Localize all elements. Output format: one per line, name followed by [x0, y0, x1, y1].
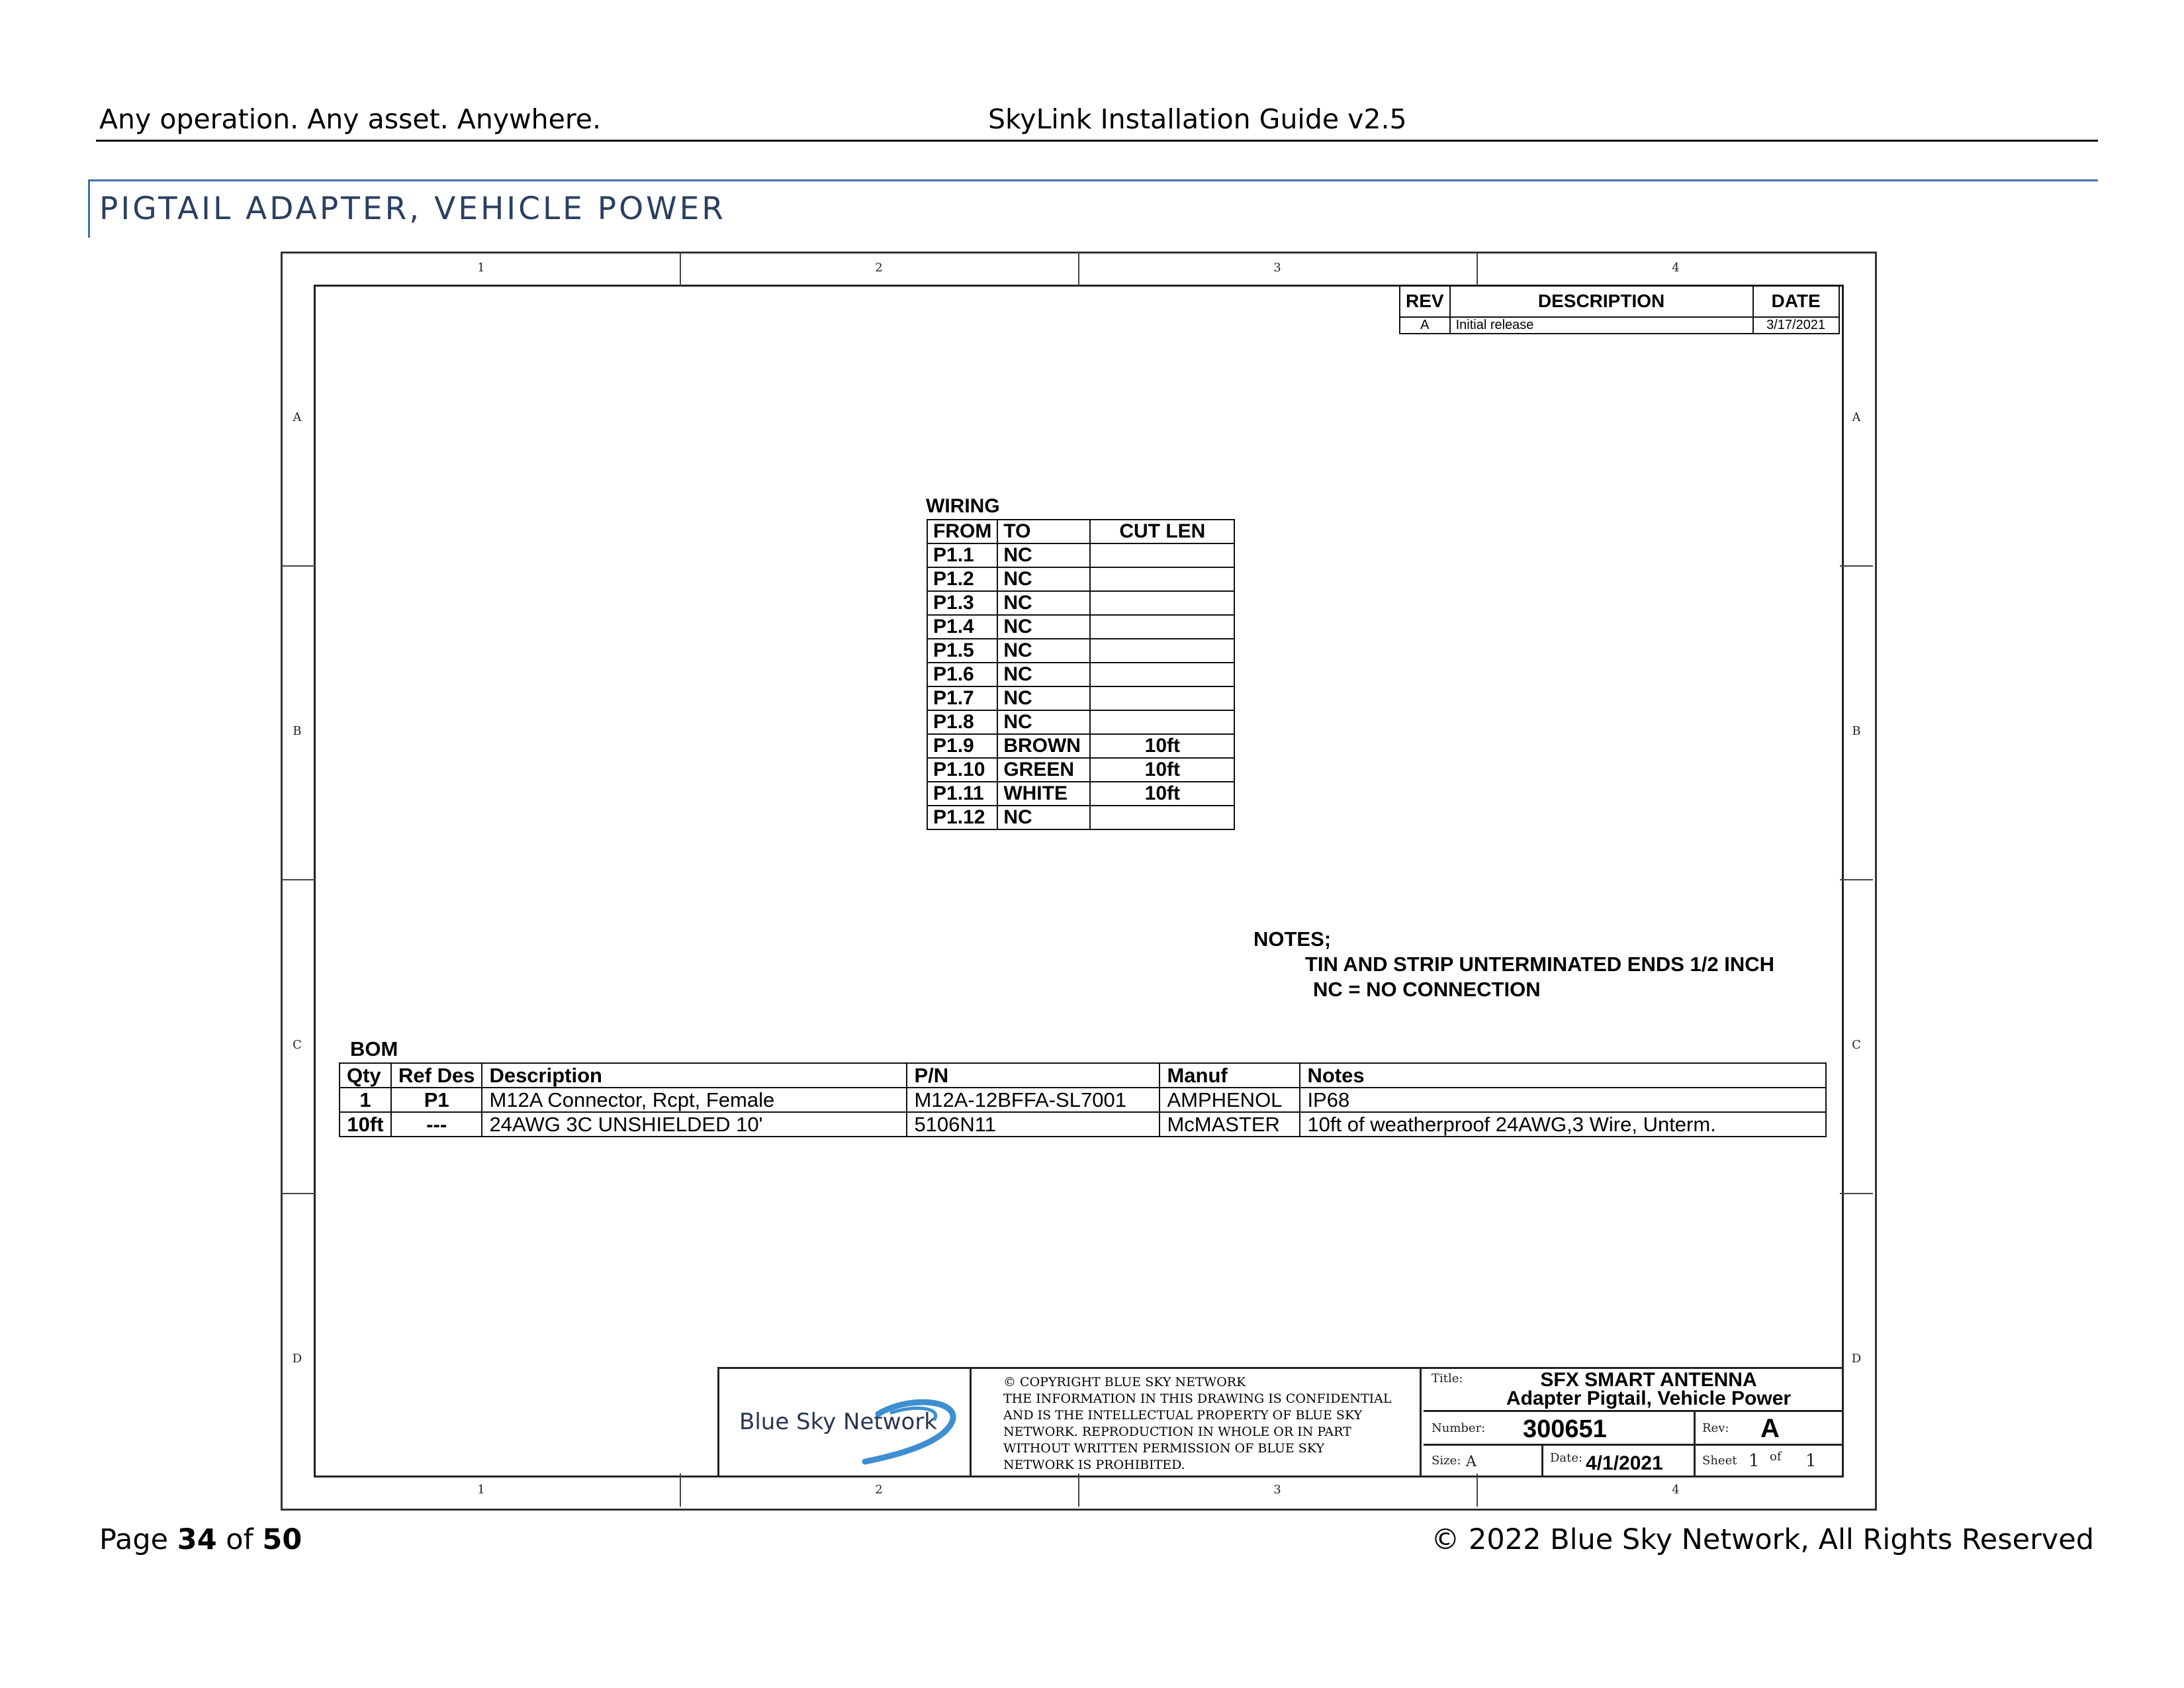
zone-row-label: D [292, 1352, 302, 1366]
zone-row-label: C [1852, 1038, 1861, 1052]
copyright-line: AND IS THE INTELLECTUAL PROPERTY OF BLUE SKY [1003, 1408, 1363, 1423]
bom-header: Qty [340, 1063, 391, 1088]
zone-row-label: B [1852, 724, 1861, 738]
wiring-cell: 10ft [1090, 758, 1234, 782]
drawing-rev: A [1760, 1414, 1780, 1443]
zone-col-label: 4 [1672, 261, 1680, 275]
notes-title: NOTES; [1253, 927, 1332, 951]
wiring-header-to: TO [997, 520, 1090, 543]
zone-divider [1078, 1474, 1079, 1507]
wiring-cell: P1.1 [927, 543, 997, 567]
footer-copyright: © 2022 Blue Sky Network, All Rights Reserved [1431, 1523, 2094, 1556]
page-current: 34 [177, 1523, 217, 1556]
table-row [927, 710, 1234, 734]
logo-swoosh-icon [852, 1387, 964, 1467]
zone-row-label: A [293, 410, 302, 424]
bom-header: P/N [907, 1063, 1160, 1088]
zone-col-label: 1 [477, 1483, 485, 1497]
bom-cell: 24AWG 3C UNSHIELDED 10' [482, 1112, 907, 1137]
wiring-cell: BROWN [997, 734, 1090, 758]
wiring-cell: P1.7 [927, 686, 997, 710]
zone-col-label: 3 [1273, 1483, 1281, 1497]
table-row [927, 734, 1234, 758]
copyright-notice [972, 1369, 1422, 1476]
zone-col-label: 4 [1672, 1483, 1680, 1497]
drawing-title-line1: SFX SMART ANTENNA [1540, 1369, 1757, 1391]
table-header-row [340, 1063, 1826, 1088]
zone-divider [1840, 1193, 1873, 1194]
bom-header: Description [482, 1063, 907, 1088]
wiring-cell: P1.12 [927, 806, 997, 829]
zone-row-label: B [293, 724, 302, 738]
bom-table [339, 1062, 1827, 1137]
wiring-cell: P1.9 [927, 734, 997, 758]
wiring-cell: NC [997, 591, 1090, 615]
copyright-line: WITHOUT WRITTEN PERMISSION OF BLUE SKY [1003, 1441, 1325, 1456]
notes-line: NC = NO CONNECTION [1313, 978, 1541, 1001]
wiring-cell [1090, 615, 1234, 639]
rev-field [1696, 1412, 1842, 1446]
zone-row-label: C [293, 1038, 302, 1052]
wiring-cell [1090, 686, 1234, 710]
notes-line: TIN AND STRIP UNTERMINATED ENDS 1/2 INCH [1305, 953, 1775, 976]
zone-divider [680, 253, 681, 286]
drawing-size: A [1466, 1454, 1477, 1470]
wiring-cell [1090, 543, 1234, 567]
zone-divider [680, 1474, 681, 1507]
section-title: PIGTAIL ADAPTER, VEHICLE POWER [99, 191, 726, 227]
wiring-cell [1090, 639, 1234, 663]
copyright-line: NETWORK IS PROHIBITED. [1003, 1458, 1185, 1472]
header-divider [96, 140, 2098, 142]
bom-cell: M12A-12BFFA-SL7001 [907, 1088, 1160, 1112]
wiring-cell: P1.11 [927, 782, 997, 806]
wiring-cell: P1.3 [927, 591, 997, 615]
zone-divider [1078, 253, 1079, 286]
zone-row-label: D [1851, 1352, 1862, 1366]
copyright-line: © COPYRIGHT BLUE SKY NETWORK [1003, 1375, 1246, 1389]
wiring-cell: 10ft [1090, 734, 1234, 758]
drawing-date: 4/1/2021 [1586, 1452, 1663, 1474]
wiring-cell [1090, 710, 1234, 734]
drawing-number: 300651 [1523, 1415, 1607, 1443]
bom-cell: 5106N11 [907, 1112, 1160, 1137]
table-row [927, 591, 1234, 615]
zone-divider [1840, 565, 1873, 567]
drawing-notes [1253, 927, 1774, 1002]
zone-col-label: 1 [477, 261, 485, 275]
table-row [1400, 317, 1839, 334]
wiring-cell: NC [997, 567, 1090, 591]
wiring-cell: NC [997, 663, 1090, 686]
bom-cell: 10ft [340, 1112, 391, 1137]
wiring-cell [1090, 567, 1234, 591]
sheet-label: Sheet [1702, 1454, 1737, 1468]
bom-cell: IP68 [1300, 1088, 1826, 1112]
table-row [340, 1088, 1826, 1112]
header-tagline: Any operation. Any asset. Anywhere. [99, 103, 602, 135]
wiring-cell: NC [997, 686, 1090, 710]
title-block-fields [1424, 1369, 1842, 1476]
zone-divider [282, 565, 315, 567]
rev-label: Rev: [1702, 1421, 1729, 1435]
zone-col-label: 2 [875, 1483, 883, 1497]
sheet-total: 1 [1805, 1451, 1817, 1471]
rev-header-rev: REV [1400, 285, 1450, 317]
title-field [1424, 1369, 1842, 1412]
wiring-cell: WHITE [997, 782, 1090, 806]
zone-col-label: 3 [1273, 261, 1281, 275]
date-label: Date: [1550, 1451, 1583, 1465]
zone-divider [1840, 879, 1873, 880]
number-field [1424, 1412, 1696, 1446]
wiring-table [927, 519, 1235, 830]
wiring-cell: NC [997, 710, 1090, 734]
copyright-line: THE INFORMATION IN THIS DRAWING IS CONFIDENTIAL [1003, 1391, 1392, 1406]
rev-cell: 3/17/2021 [1753, 317, 1839, 334]
table-row [927, 758, 1234, 782]
table-row [340, 1112, 1826, 1137]
copyright-line: NETWORK. REPRODUCTION IN WHOLE OR IN PART [1003, 1425, 1351, 1439]
rev-header-date: DATE [1753, 285, 1839, 317]
wiring-title: WIRING [926, 495, 1000, 517]
number-label: Number: [1432, 1421, 1486, 1435]
engineering-drawing [281, 252, 1876, 1509]
drawing-title-line2: Adapter Pigtail, Vehicle Power [1506, 1387, 1792, 1409]
revision-table [1399, 285, 1840, 334]
page-prefix: Page [99, 1523, 169, 1556]
bom-cell: --- [391, 1112, 482, 1137]
rev-cell: A [1400, 317, 1450, 334]
table-row [927, 639, 1234, 663]
bom-cell: M12A Connector, Rcpt, Female [482, 1088, 907, 1112]
drawing-inner-frame [314, 285, 1844, 1477]
title-block [717, 1367, 1842, 1476]
wiring-cell [1090, 663, 1234, 686]
table-row [927, 782, 1234, 806]
page-total: 50 [262, 1523, 302, 1556]
wiring-cell: P1.8 [927, 710, 997, 734]
sheet-number: 1 [1749, 1451, 1760, 1471]
wiring-cell [1090, 806, 1234, 829]
wiring-cell: P1.2 [927, 567, 997, 591]
wiring-cell: P1.4 [927, 615, 997, 639]
bom-header: Notes [1300, 1063, 1826, 1088]
page-number [99, 1519, 302, 1560]
rev-cell: Initial release [1450, 317, 1753, 334]
wiring-cell: 10ft [1090, 782, 1234, 806]
wiring-cell: P1.6 [927, 663, 997, 686]
table-row [927, 615, 1234, 639]
wiring-header-cut-len: CUT LEN [1090, 520, 1234, 543]
table-row [927, 806, 1234, 829]
zone-divider [1477, 253, 1478, 286]
page-of: of [226, 1523, 253, 1556]
bom-cell: 1 [340, 1088, 391, 1112]
title-label: Title: [1432, 1372, 1463, 1385]
table-row [927, 543, 1234, 567]
zone-divider [282, 879, 315, 880]
wiring-header-from: FROM [927, 520, 997, 543]
rev-header-description: DESCRIPTION [1450, 285, 1753, 317]
zone-col-label: 2 [875, 261, 883, 275]
table-row [927, 686, 1234, 710]
bom-header: Ref Des [391, 1063, 482, 1088]
wiring-cell: NC [997, 639, 1090, 663]
sheet-field [1696, 1446, 1842, 1476]
bom-cell: P1 [391, 1088, 482, 1112]
wiring-cell: NC [997, 806, 1090, 829]
section-rule [88, 179, 2098, 181]
wiring-cell: P1.5 [927, 639, 997, 663]
wiring-cell: NC [997, 615, 1090, 639]
zone-row-label: A [1852, 410, 1861, 424]
table-row [927, 663, 1234, 686]
company-logo [719, 1369, 972, 1476]
wiring-cell: NC [997, 543, 1090, 567]
bom-header: Manuf [1160, 1063, 1300, 1088]
logo-text: Blue Sky Network [739, 1409, 937, 1435]
bom-cell: AMPHENOL [1160, 1088, 1300, 1112]
header-doc-title: SkyLink Installation Guide v2.5 [988, 103, 1407, 135]
wiring-cell [1090, 591, 1234, 615]
size-label: Size: [1432, 1454, 1461, 1468]
sheet-of-label: of [1770, 1450, 1782, 1464]
bom-title: BOM [350, 1037, 398, 1060]
bom-cell: 10ft of weatherproof 24AWG,3 Wire, Unterm. [1300, 1112, 1826, 1137]
bom-cell: McMASTER [1160, 1112, 1300, 1137]
wiring-cell: GREEN [997, 758, 1090, 782]
wiring-cell: P1.10 [927, 758, 997, 782]
section-accent-bar [88, 179, 90, 238]
zone-divider [1477, 1474, 1478, 1507]
date-field [1543, 1446, 1696, 1476]
size-field [1424, 1446, 1543, 1476]
table-row [927, 567, 1234, 591]
zone-divider [282, 1193, 315, 1194]
table-header-row [927, 520, 1234, 543]
